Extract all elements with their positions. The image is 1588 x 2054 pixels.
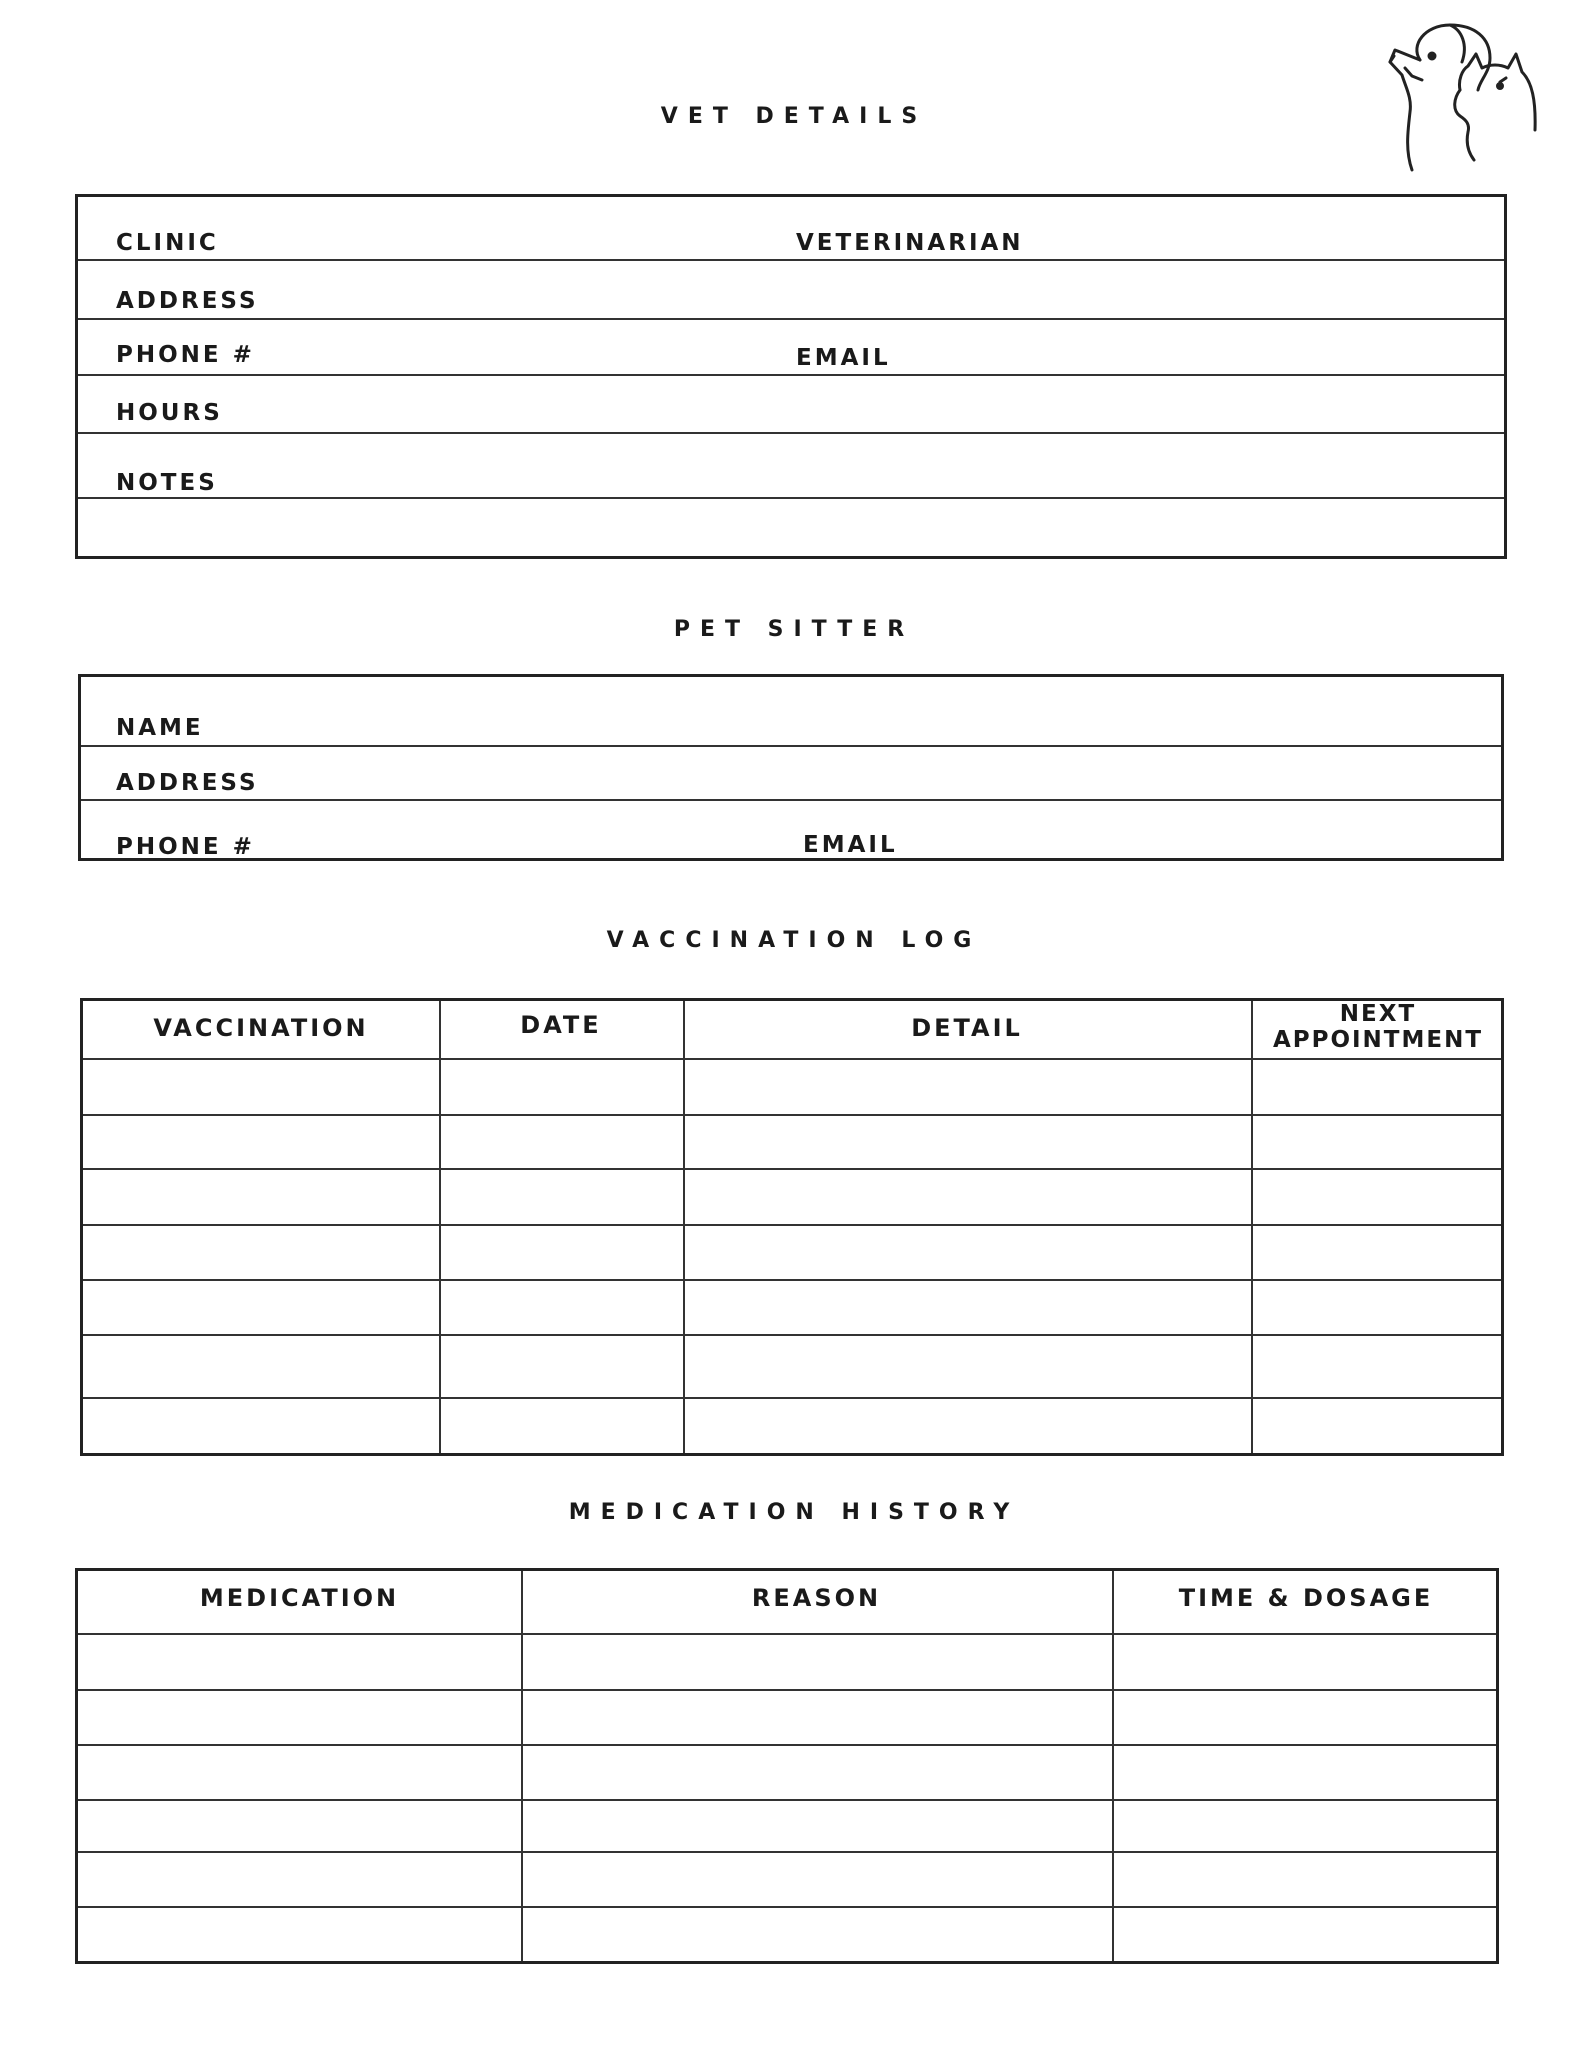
column-divider (439, 1001, 441, 1453)
table-row (83, 1168, 1501, 1170)
table-row (83, 1224, 1501, 1226)
table-row (78, 1633, 1496, 1635)
dog-and-cat-icon (1350, 20, 1550, 180)
vet-details-title: VET DETAILS (660, 104, 928, 129)
vet-address-label: ADDRESS (116, 288, 259, 314)
column-divider (683, 1001, 685, 1453)
column-divider (1112, 1571, 1114, 1961)
table-row (78, 1799, 1496, 1801)
column-header-time-dosage: TIME & DOSAGE (1178, 1584, 1434, 1612)
vaccination-table (80, 998, 1504, 1456)
column-header-medication: MEDICATION (199, 1584, 400, 1612)
column-header-detail: DETAIL (911, 1014, 1023, 1042)
pet-sitter-box (78, 674, 1504, 861)
column-header-reason: REASON (751, 1584, 882, 1612)
column-divider (521, 1571, 523, 1961)
table-row (78, 1744, 1496, 1746)
sitter-phone-label: PHONE # (116, 834, 255, 860)
vet-details-box (75, 194, 1507, 559)
field-line (78, 497, 1504, 499)
sitter-address-label: ADDRESS (116, 770, 259, 796)
table-row (83, 1114, 1501, 1116)
field-line (78, 259, 1504, 261)
table-row (83, 1058, 1501, 1060)
table-row (83, 1397, 1501, 1399)
sitter-name-label: NAME (116, 715, 204, 741)
vaccination-log-title: VACCINATION LOG (606, 928, 982, 953)
hours-label: HOURS (116, 400, 223, 426)
vet-phone-label: PHONE # (116, 342, 255, 368)
field-line (81, 745, 1501, 747)
clinic-label: CLINIC (116, 230, 219, 256)
field-line (78, 374, 1504, 376)
column-header-date: DATE (520, 1011, 602, 1039)
pet-sitter-title: PET SITTER (673, 617, 915, 642)
veterinarian-label: VETERINARIAN (796, 230, 1024, 256)
notes-label: NOTES (116, 470, 218, 496)
field-line (81, 799, 1501, 801)
medication-table (75, 1568, 1499, 1964)
table-row (78, 1851, 1496, 1853)
table-row (83, 1279, 1501, 1281)
vet-email-label: EMAIL (796, 345, 891, 371)
sitter-email-label: EMAIL (803, 832, 898, 858)
table-row (78, 1689, 1496, 1691)
table-row (78, 1906, 1496, 1908)
field-line (78, 432, 1504, 434)
column-header-next-appointment: NEXT APPOINTMENT (1272, 1001, 1484, 1053)
column-divider (1251, 1001, 1253, 1453)
table-row (83, 1334, 1501, 1336)
field-line (78, 318, 1504, 320)
medication-history-title: MEDICATION HISTORY (568, 1500, 1020, 1525)
column-header-vaccination: VACCINATION (153, 1014, 369, 1042)
